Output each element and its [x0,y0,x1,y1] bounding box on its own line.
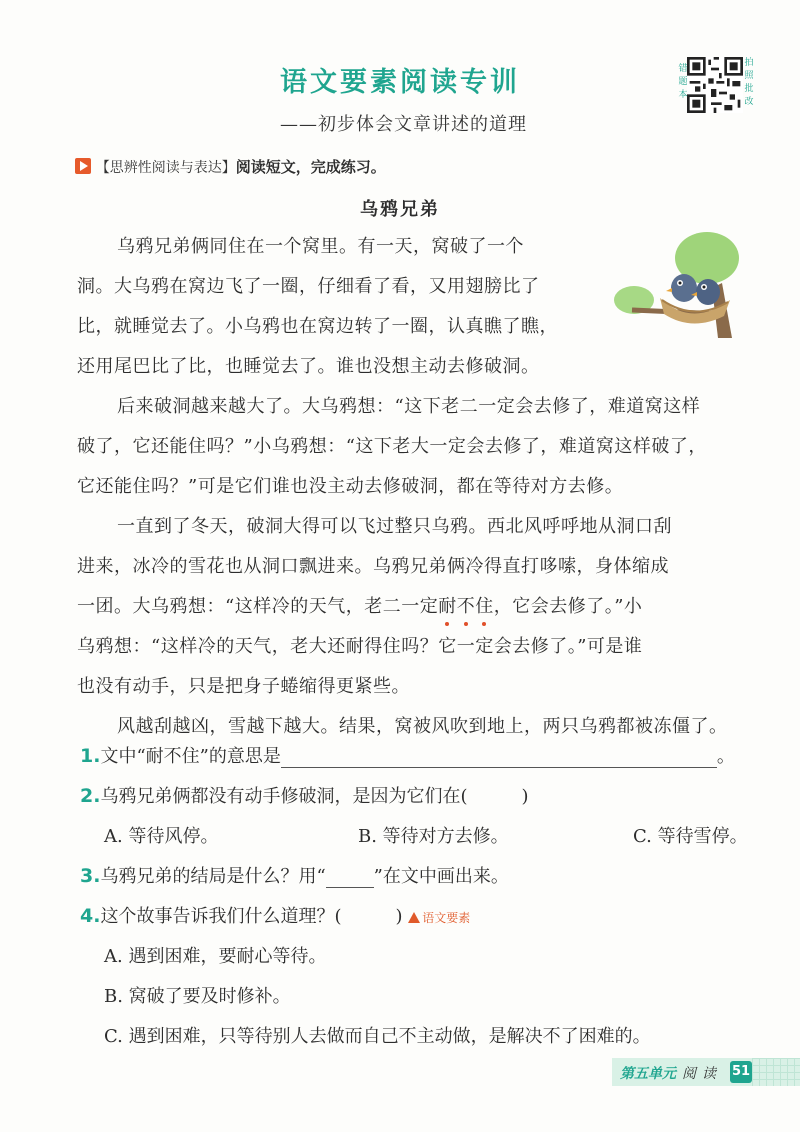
footer-section: 阅读 [682,1066,722,1082]
question-number: 2. [80,785,101,807]
story-line: 也没有动手，只是把身子蜷缩得更紧些。 [77,676,410,697]
warning-icon [408,912,420,923]
key-element-badge: 语文要素 [408,911,470,925]
emphasized-char: 住 [475,596,494,617]
story-text: ，它会去修了。”小 [493,596,643,617]
question-number: 4. [80,905,101,927]
story-line: 还用尾巴比了比，也睡觉去了。谁也没想主动去修破洞。 [77,356,540,377]
page-number: 51 [730,1061,752,1083]
story-line: 比，就睡觉去了。小乌鸦也在窝边转了一圈，认真瞧了瞧， [77,316,558,337]
question-3 [80,862,509,888]
option-2a[interactable]: A. 等待风停。 [104,826,219,847]
story-line: 进来，冰冷的雪花也从洞口飘进来。乌鸦兄弟俩冷得直打哆嗦，身体缩成 [77,556,669,577]
emphasized-char: 不 [457,596,476,617]
instruction-tag: 【思辨性阅读与表达】 [95,160,236,176]
instruction-text: 阅读短文，完成练习。 [235,158,386,176]
story-line: 破了，它还能住吗？”小乌鸦想：“这下老大一定会去修了，难道窝这样破了， [77,436,707,457]
page-subtitle: ——初步体会文章讲述的道理 [280,114,527,135]
question-end: 。 [716,746,735,767]
option-2c[interactable]: C. 等待雪停。 [633,826,748,847]
option-4b[interactable]: B. 窝破了要及时修补。 [104,986,291,1007]
qr-left-label: 错题本 [678,64,688,100]
question-number: 1. [80,745,101,767]
question-text: 乌鸦兄弟的结局是什么？用“ [100,866,326,887]
answer-blank-1[interactable] [281,767,717,768]
option-2b[interactable]: B. 等待对方去修。 [358,826,509,847]
qr-right-label: 拍照批改 [744,58,754,107]
story-line: 一直到了冬天，破洞大得可以飞过整只乌鸦。西北风呼呼地从洞口刮 [117,516,672,537]
question-1 [80,742,735,768]
story-line [77,592,642,618]
option-4c[interactable]: C. 遇到困难，只等待别人去做而自己不主动做，是解决不了困难的。 [104,1026,651,1047]
question-text: 这个故事告诉我们什么道理？( [100,906,342,927]
emphasis-dot [445,622,449,626]
page-footer [612,1058,800,1086]
crow-nest-illustration [612,228,742,338]
emphasis-dot [464,622,468,626]
story-line: 乌鸦兄弟俩同住在一个窝里。有一天，窝破了一个 [117,236,524,257]
question-text: 乌鸦兄弟俩都没有动手修破洞，是因为它们在( [100,786,468,807]
story-line: 乌鸦想：“这样冷的天气，老大还耐得住吗？它一定会去修了。”可是谁 [77,636,643,657]
question-end: ) [521,786,529,807]
instruction [75,156,386,177]
story-line: 后来破洞越来越大了。大乌鸦想：“这下老二一定会去修了，难道窝这样 [117,396,701,417]
question-4 [80,902,470,928]
underline-sample [326,887,374,888]
option-4a[interactable]: A. 遇到困难，要耐心等待。 [104,946,327,967]
page-title: 语文要素阅读专训 [280,67,520,98]
question-end: ”在文中画出来。 [373,866,509,887]
play-icon [75,158,91,174]
story-line: 洞。大乌鸦在窝边飞了一圈，仔细看了看，又用翅膀比了 [77,276,540,297]
question-text: 文中“耐不住”的意思是 [100,746,281,767]
emphasis-dot [482,622,486,626]
question-2 [80,782,529,808]
story-line: 风越刮越凶，雪越下越大。结果，窝被风吹到地上，两只乌鸦都被冻僵了。 [117,716,728,737]
emphasized-char: 耐 [438,596,457,617]
question-number: 3. [80,865,101,887]
qr-code-block[interactable] [677,57,757,117]
story-text: 一团。大乌鸦想：“这样冷的天气，老二一定 [77,596,439,617]
story-line: 它还能住吗？”可是它们谁也没主动去修破洞，都在等待对方去修。 [77,476,624,497]
footer-unit: 第五单元 [620,1066,676,1082]
qr-code-icon[interactable] [687,57,743,113]
story-title: 乌鸦兄弟 [360,199,440,220]
question-end: ) [395,906,403,927]
footer-grid-decoration [752,1058,800,1086]
